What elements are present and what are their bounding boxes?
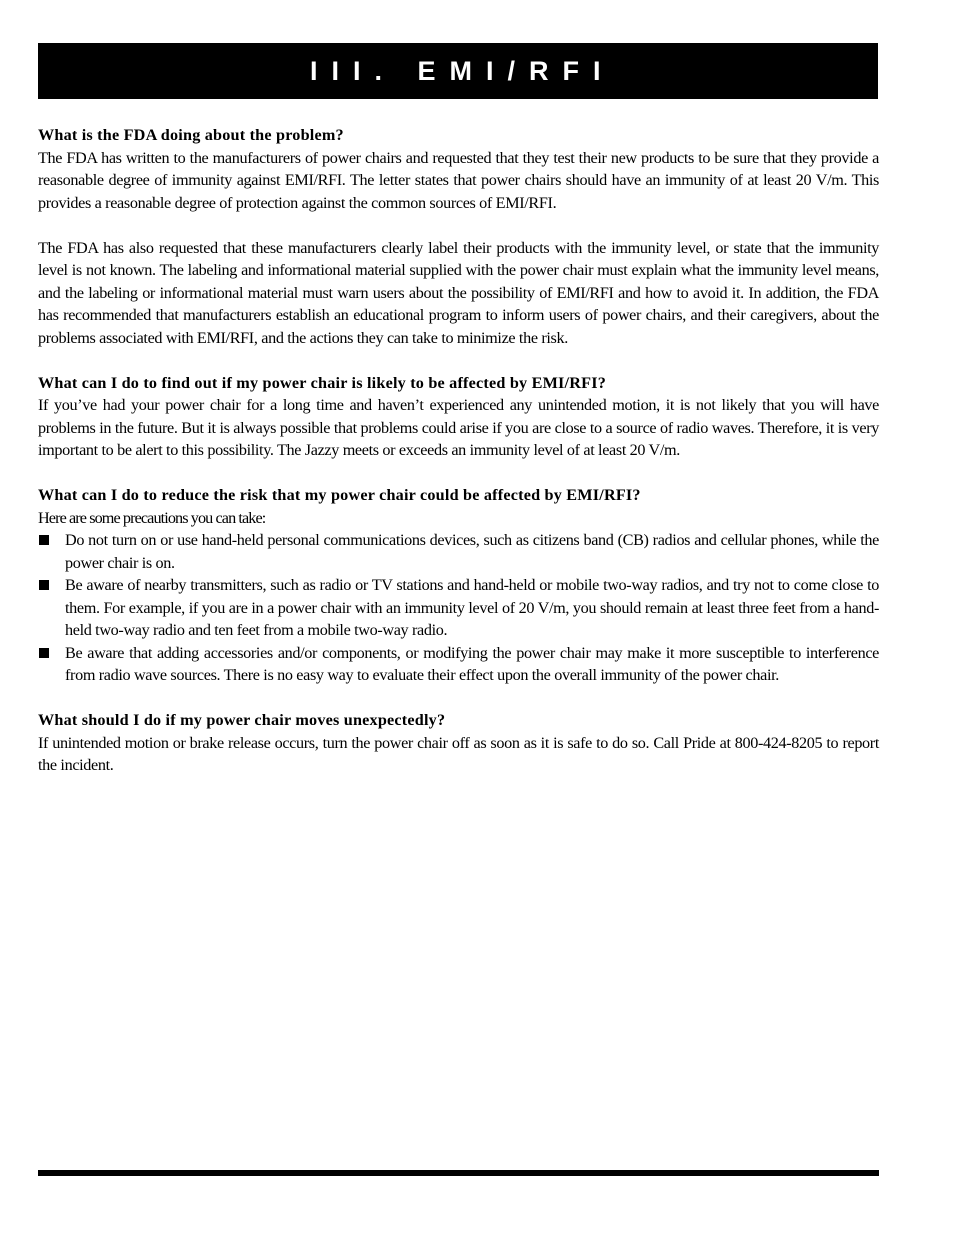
square-bullet-icon	[39, 648, 49, 658]
paragraph: The FDA has written to the manufacturers of power chairs and requested that they test their new products to be sure that they provide a reasonable degree of immunity against EMI/RFI. The letter states that power chairs should have an immunity of at least 20 V/m. This provides a reasonable degree of protection against the common sources of EMI/RFI.	[38, 148, 879, 212]
list-intro: Here are some precautions you can take:	[38, 508, 266, 527]
document-body	[38, 124, 879, 777]
paragraph-spacer	[38, 462, 879, 485]
question-heading: What can I do to find out if my power chair is likely to be affected by EMI/RFI?	[38, 373, 607, 392]
list-item	[38, 529, 879, 574]
footer-rule	[38, 1170, 879, 1176]
square-bullet-icon	[39, 580, 49, 590]
square-bullet-icon	[39, 535, 49, 545]
list-item	[38, 642, 879, 687]
section-title: III. EMI/RFI	[310, 55, 615, 86]
precautions-list	[38, 529, 879, 687]
paragraph: If unintended motion or brake release occurs, turn the power chair off as soon as it is safe to do so. Call Pride at 800-424-8205 to report the incident.	[38, 733, 879, 774]
list-item-text: Be aware that adding accessories and/or components, or modifying the power chair may make it more susceptible to interference from radio wave sources. There is no easy way to evaluate their effect upon the overall immunity of the power chair.	[65, 643, 879, 684]
question-heading: What is the FDA doing about the problem?	[38, 126, 344, 144]
section-header-bar	[38, 43, 878, 99]
paragraph-spacer	[38, 214, 879, 237]
list-item-text: Be aware of nearby transmitters, such as radio or TV stations and hand-held or mobile two-way radios, and try not to come close to them. For example, if you are in a power chair with an immunity level of 20 V/m, you should remain at least three feet from a hand-held two-way radio and ten feet from a mobile two-way radio.	[65, 576, 879, 639]
list-item	[38, 574, 879, 642]
paragraph-spacer	[38, 687, 879, 710]
paragraph: If you’ve had your power chair for a long time and haven’t experienced any unintended motion, it is not likely that you will have problems in the future. But it is always possible that problems could arise if you are close to a source of radio waves. Therefore, it is very important to be alert to this possibility. The Jazzy meets or exceeds an immunity level of at least 20 V/m.	[38, 396, 879, 459]
question-heading: What can I do to reduce the risk that my power chair could be affected by EMI/RFI?	[38, 486, 641, 504]
paragraph: The FDA has also requested that these manufacturers clearly label their products with the immunity level, or state that the immunity level is not known. The labeling and informational material supplied with the power chair must explain what the immunity level means, and the labeling or informational material must warn users about the possibility of EMI/RFI and how to avoid it. In addition, the FDA has recommended that manufacturers establish an educational program to inform users of power chairs, and their caregivers, about the problems associated with EMI/RFI, and the actions they can take to minimize the risk.	[38, 238, 879, 347]
list-item-text: Do not turn on or use hand-held personal communications devices, such as citizens band (CB) radios and cellular phones, while the power chair is on.	[65, 531, 879, 572]
question-heading: What should I do if my power chair moves unexpectedly?	[38, 711, 446, 729]
paragraph-spacer	[38, 349, 879, 372]
